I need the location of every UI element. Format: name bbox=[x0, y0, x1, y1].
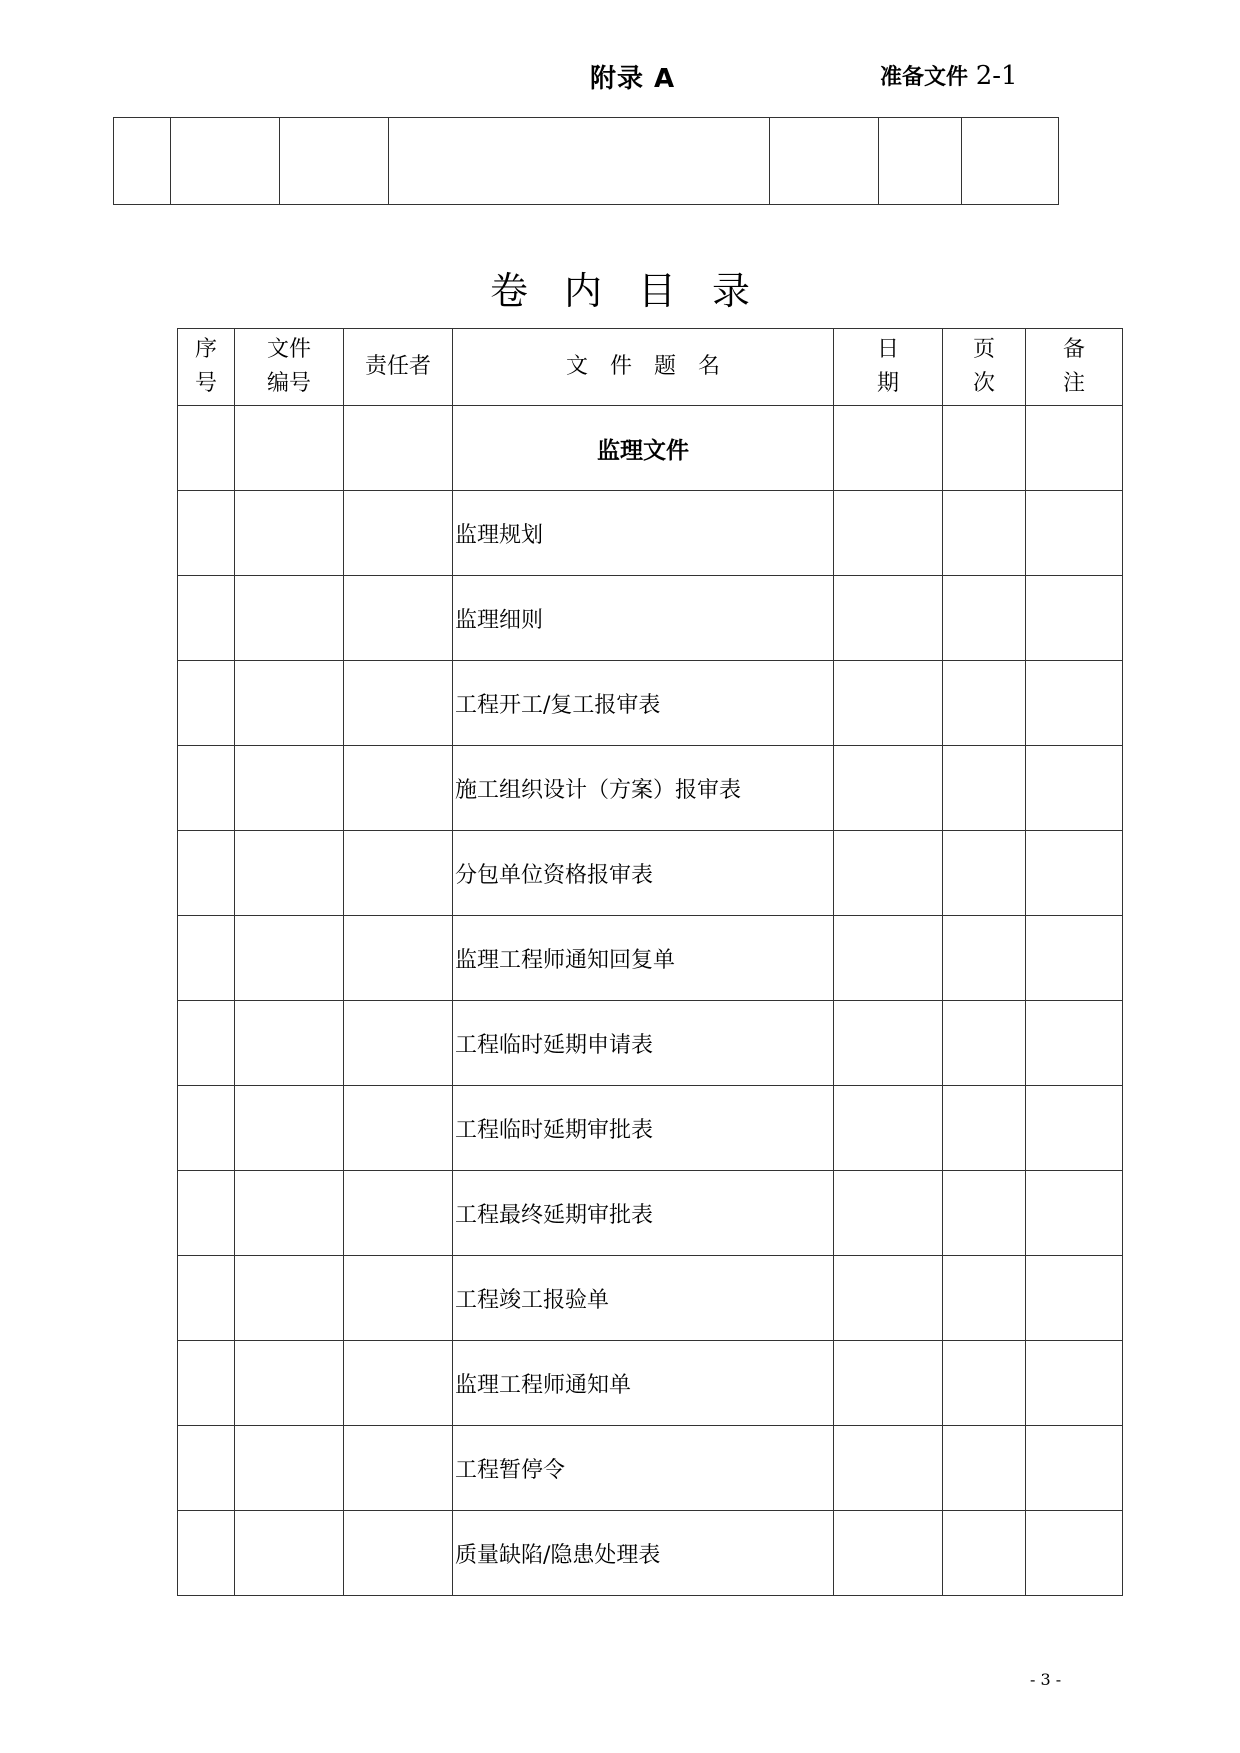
seq-cell bbox=[178, 1426, 235, 1511]
date-cell bbox=[834, 491, 943, 576]
responsible-cell bbox=[344, 491, 453, 576]
remarks-cell bbox=[1026, 831, 1123, 916]
remarks-cell bbox=[1026, 1426, 1123, 1511]
pages-cell bbox=[943, 1426, 1026, 1511]
pages-cell bbox=[943, 661, 1026, 746]
document-number-value: 2-1 bbox=[975, 61, 1018, 91]
seq-cell bbox=[178, 491, 235, 576]
date-cell bbox=[834, 406, 943, 491]
file-title-cell: 工程最终延期审批表 bbox=[453, 1171, 834, 1256]
file-title-cell: 监理细则 bbox=[453, 576, 834, 661]
section-title: 监理文件 bbox=[453, 406, 834, 491]
table-row bbox=[178, 916, 1123, 1001]
pages-cell bbox=[943, 916, 1026, 1001]
pages-cell bbox=[943, 1086, 1026, 1171]
header-blank-row bbox=[114, 118, 1059, 205]
file-title-cell: 工程临时延期申请表 bbox=[453, 1001, 834, 1086]
table-row bbox=[178, 831, 1123, 916]
responsible-cell bbox=[344, 916, 453, 1001]
header-file-no-line2: 编号 bbox=[266, 371, 311, 396]
table-row bbox=[178, 491, 1123, 576]
blank-cell bbox=[962, 118, 1059, 205]
blank-cell bbox=[171, 118, 280, 205]
header-seq-line1: 序 bbox=[194, 337, 217, 362]
responsible-cell bbox=[344, 1171, 453, 1256]
remarks-cell bbox=[1026, 1001, 1123, 1086]
date-cell bbox=[834, 1086, 943, 1171]
remarks-cell bbox=[1026, 1171, 1123, 1256]
seq-cell bbox=[178, 1001, 235, 1086]
header-responsible: 责任者 bbox=[344, 329, 453, 406]
header-pages-line1: 页 bbox=[972, 337, 995, 362]
section-row bbox=[178, 406, 1123, 491]
responsible-cell bbox=[344, 661, 453, 746]
pages-cell bbox=[943, 1171, 1026, 1256]
file-no-cell bbox=[235, 831, 344, 916]
date-cell bbox=[834, 916, 943, 1001]
date-cell bbox=[834, 1426, 943, 1511]
table-row bbox=[178, 1086, 1123, 1171]
table-row bbox=[178, 576, 1123, 661]
file-no-cell bbox=[235, 406, 344, 491]
blank-cell bbox=[114, 118, 171, 205]
contents-table bbox=[177, 328, 1123, 1596]
table-row bbox=[178, 1256, 1123, 1341]
header-seq bbox=[178, 329, 235, 406]
seq-cell bbox=[178, 661, 235, 746]
table-row bbox=[178, 1426, 1123, 1511]
pages-cell bbox=[943, 746, 1026, 831]
page-title: 卷内目录 bbox=[489, 269, 786, 313]
responsible-cell bbox=[344, 746, 453, 831]
page-number: - 3 - bbox=[1030, 1670, 1062, 1689]
remarks-cell bbox=[1026, 491, 1123, 576]
responsible-cell bbox=[344, 576, 453, 661]
file-title-cell: 工程暂停令 bbox=[453, 1426, 834, 1511]
header-file-no-line1: 文件 bbox=[266, 337, 311, 362]
header-remarks-line2: 注 bbox=[1062, 371, 1085, 396]
file-title-cell: 施工组织设计（方案）报审表 bbox=[453, 746, 834, 831]
seq-cell bbox=[178, 1171, 235, 1256]
remarks-cell bbox=[1026, 1086, 1123, 1171]
header-file-title: 文件题名 bbox=[453, 329, 834, 406]
seq-cell bbox=[178, 576, 235, 661]
seq-cell bbox=[178, 406, 235, 491]
remarks-cell bbox=[1026, 661, 1123, 746]
file-no-cell bbox=[235, 1341, 344, 1426]
file-no-cell bbox=[235, 661, 344, 746]
table-row bbox=[178, 1001, 1123, 1086]
file-no-cell bbox=[235, 1426, 344, 1511]
remarks-cell bbox=[1026, 746, 1123, 831]
blank-cell bbox=[389, 118, 770, 205]
date-cell bbox=[834, 1511, 943, 1596]
file-title-cell: 工程竣工报验单 bbox=[453, 1256, 834, 1341]
header-date bbox=[834, 329, 943, 406]
date-cell bbox=[834, 831, 943, 916]
remarks-cell bbox=[1026, 916, 1123, 1001]
file-no-cell bbox=[235, 576, 344, 661]
file-no-cell bbox=[235, 1256, 344, 1341]
seq-cell bbox=[178, 1086, 235, 1171]
seq-cell bbox=[178, 1256, 235, 1341]
file-title-cell: 工程临时延期审批表 bbox=[453, 1086, 834, 1171]
table-header-row bbox=[178, 329, 1123, 406]
blank-cell bbox=[280, 118, 389, 205]
date-cell bbox=[834, 1256, 943, 1341]
pages-cell bbox=[943, 1256, 1026, 1341]
responsible-cell bbox=[344, 406, 453, 491]
file-no-cell bbox=[235, 1001, 344, 1086]
file-title-cell: 质量缺陷/隐患处理表 bbox=[453, 1511, 834, 1596]
file-no-cell bbox=[235, 746, 344, 831]
file-no-cell bbox=[235, 1171, 344, 1256]
date-cell bbox=[834, 1171, 943, 1256]
header-date-line2: 期 bbox=[876, 371, 899, 396]
pages-cell bbox=[943, 1341, 1026, 1426]
pages-cell bbox=[943, 491, 1026, 576]
file-title-cell: 监理规划 bbox=[453, 491, 834, 576]
header-pages bbox=[943, 329, 1026, 406]
header-remarks-line1: 备 bbox=[1062, 337, 1085, 362]
remarks-cell bbox=[1026, 1256, 1123, 1341]
responsible-cell bbox=[344, 831, 453, 916]
responsible-cell bbox=[344, 1086, 453, 1171]
file-title-cell: 监理工程师通知单 bbox=[453, 1341, 834, 1426]
date-cell bbox=[834, 746, 943, 831]
table-row bbox=[178, 1511, 1123, 1596]
remarks-cell bbox=[1026, 406, 1123, 491]
file-title-cell: 分包单位资格报审表 bbox=[453, 831, 834, 916]
responsible-cell bbox=[344, 1001, 453, 1086]
remarks-cell bbox=[1026, 1341, 1123, 1426]
appendix-label: 附录 A bbox=[590, 64, 676, 94]
responsible-cell bbox=[344, 1511, 453, 1596]
date-cell bbox=[834, 576, 943, 661]
file-title-cell: 工程开工/复工报审表 bbox=[453, 661, 834, 746]
blank-cell bbox=[770, 118, 879, 205]
date-cell bbox=[834, 661, 943, 746]
pages-cell bbox=[943, 1001, 1026, 1086]
document-label: 准备文件 bbox=[880, 65, 969, 90]
date-cell bbox=[834, 1341, 943, 1426]
remarks-cell bbox=[1026, 576, 1123, 661]
header-file-no bbox=[235, 329, 344, 406]
header-seq-line2: 号 bbox=[194, 371, 217, 396]
pages-cell bbox=[943, 406, 1026, 491]
file-title-cell: 监理工程师通知回复单 bbox=[453, 916, 834, 1001]
file-no-cell bbox=[235, 916, 344, 1001]
table-row bbox=[178, 661, 1123, 746]
remarks-cell bbox=[1026, 1511, 1123, 1596]
pages-cell bbox=[943, 831, 1026, 916]
header-pages-line2: 次 bbox=[972, 371, 995, 396]
responsible-cell bbox=[344, 1256, 453, 1341]
table-row bbox=[178, 1341, 1123, 1426]
responsible-cell bbox=[344, 1341, 453, 1426]
document-number bbox=[880, 60, 1018, 91]
date-cell bbox=[834, 1001, 943, 1086]
seq-cell bbox=[178, 1341, 235, 1426]
file-no-cell bbox=[235, 1086, 344, 1171]
blank-cell bbox=[879, 118, 962, 205]
header-blank-table bbox=[113, 117, 1059, 205]
pages-cell bbox=[943, 576, 1026, 661]
table-row bbox=[178, 1171, 1123, 1256]
seq-cell bbox=[178, 831, 235, 916]
file-no-cell bbox=[235, 1511, 344, 1596]
seq-cell bbox=[178, 916, 235, 1001]
pages-cell bbox=[943, 1511, 1026, 1596]
responsible-cell bbox=[344, 1426, 453, 1511]
table-row bbox=[178, 746, 1123, 831]
seq-cell bbox=[178, 746, 235, 831]
seq-cell bbox=[178, 1511, 235, 1596]
header-date-line1: 日 bbox=[876, 337, 899, 362]
file-no-cell bbox=[235, 491, 344, 576]
header-remarks bbox=[1026, 329, 1123, 406]
